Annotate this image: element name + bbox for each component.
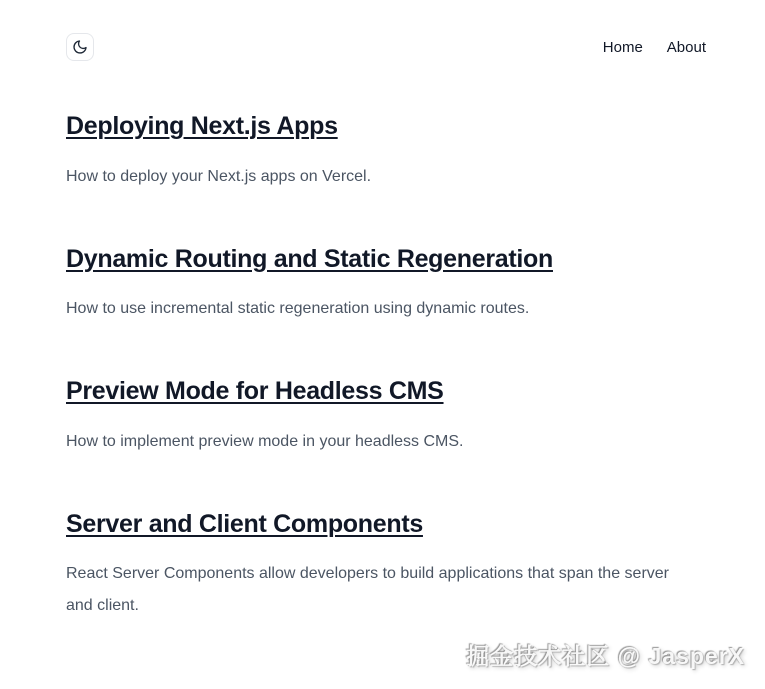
- post-description: How to use incremental static regeneration using dynamic routes.: [66, 300, 530, 317]
- post-title-link[interactable]: Server and Client Components: [66, 509, 423, 538]
- main-nav: [603, 40, 706, 55]
- post-item: [66, 243, 706, 326]
- post-list: [66, 110, 706, 622]
- post-title: [66, 375, 706, 408]
- theme-toggle-button[interactable]: [66, 33, 94, 61]
- watermark: 掘金技术社区 @ JasperX: [466, 643, 745, 669]
- post-item: [66, 110, 706, 193]
- post-description: React Server Components allow developers to build applications that span the server and client.: [66, 565, 669, 614]
- nav-link-about[interactable]: About: [666, 38, 706, 56]
- post-item: [66, 375, 706, 458]
- post-description: How to deploy your Next.js apps on Vercel.: [66, 167, 372, 185]
- post-title-link[interactable]: Preview Mode for Headless CMS: [66, 377, 444, 405]
- post-description: How to implement preview mode in your headless CMS.: [66, 432, 464, 450]
- site-header: [66, 0, 706, 61]
- post-title: [66, 243, 706, 276]
- post-title-link[interactable]: Deploying Next.js Apps: [66, 112, 338, 140]
- nav-link-home[interactable]: Home: [602, 38, 643, 56]
- moon-icon: [72, 39, 88, 55]
- post-title-link[interactable]: Dynamic Routing and Static Regeneration: [66, 244, 553, 273]
- post-title: [66, 110, 706, 143]
- post-item: [66, 508, 706, 623]
- post-title: [66, 508, 706, 541]
